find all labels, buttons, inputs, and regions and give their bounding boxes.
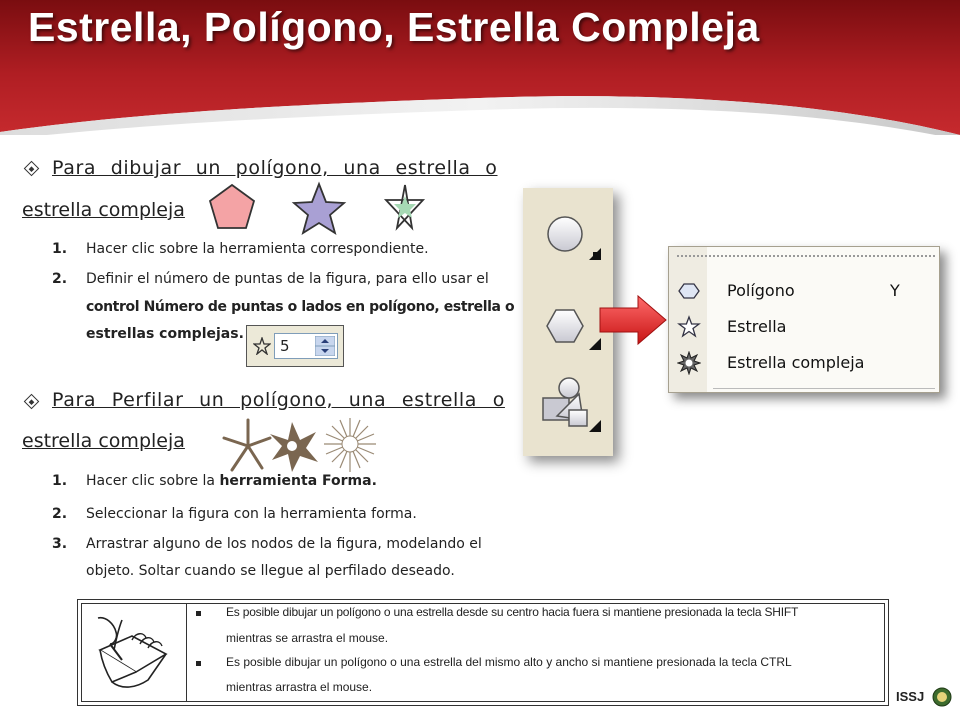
- star-outline-icon: [253, 337, 271, 355]
- step-number: 1.: [52, 473, 68, 489]
- step-number: 2.: [52, 506, 68, 522]
- note-text: mientras arrastra el mouse.: [226, 680, 373, 694]
- section1-heading: Para dibujar un polígono, una estrella o: [52, 157, 498, 179]
- diamond-bullet-icon: [24, 161, 40, 177]
- polygon-tool-icon: [547, 310, 601, 350]
- step-number: 2.: [52, 271, 68, 287]
- polygon-flyout-menu: [668, 246, 940, 393]
- shape-examples: [208, 180, 438, 240]
- step-text: Arrastrar alguno de los nodos de la figura, modelando el: [86, 536, 482, 552]
- red-arrow-icon: [598, 294, 668, 346]
- diamond-bullet-icon: [24, 394, 40, 410]
- page-title: Estrella, Polígono, Estrella Compleja: [28, 4, 760, 50]
- menu-item-label: Estrella compleja: [727, 353, 865, 372]
- step-text: objeto. Soltar cuando se llegue al perfilado deseado.: [86, 563, 455, 579]
- step-text-bold: control Número de puntas o lados en polígono, estrella o: [86, 299, 515, 315]
- note-text: Es posible dibujar un polígono o una estrella del mismo alto y ancho si mantiene presionada la tecla CTRL: [226, 655, 792, 669]
- note-bullet-icon: [196, 611, 201, 616]
- menu-bottom-separator: [713, 388, 935, 389]
- star-icon: [677, 315, 701, 339]
- note-hand-icon: [92, 610, 174, 694]
- header-banner: [0, 0, 960, 135]
- issj-logo-icon: [932, 687, 952, 707]
- step-text-bold: estrellas complejas.: [86, 326, 244, 342]
- points-value: 5: [280, 337, 290, 355]
- menu-item-label: Estrella: [727, 317, 787, 336]
- hexagon-icon: [677, 279, 701, 303]
- step-text: Hacer clic sobre la herramienta correspondiente.: [86, 241, 429, 257]
- menu-item-estrella[interactable]: [669, 311, 939, 345]
- step-text: Definir el número de puntas de la figura, para ello usar el: [86, 271, 489, 287]
- step-number: 1.: [52, 241, 68, 257]
- points-spinner-control[interactable]: [246, 325, 344, 367]
- spinner-buttons[interactable]: [315, 336, 335, 356]
- tip-note-box: [77, 599, 889, 706]
- step-number: 3.: [52, 536, 68, 552]
- step-text: [86, 473, 377, 489]
- note-bullet-icon: [196, 661, 201, 666]
- menu-item-estrella-compleja[interactable]: [669, 347, 939, 381]
- ellipse-tool-icon: [548, 217, 601, 260]
- profiled-shape-examples: [220, 416, 385, 476]
- star-icon: [294, 184, 344, 233]
- menu-drag-handle[interactable]: [677, 255, 935, 257]
- menu-item-poligono[interactable]: [669, 275, 939, 309]
- menu-item-label: Polígono: [727, 281, 795, 300]
- complex-star-icon: [677, 351, 701, 375]
- menu-item-shortcut: Y: [890, 281, 900, 300]
- basic-shapes-tool-icon: [543, 378, 601, 432]
- note-text: Es posible dibujar un polígono o una estrella desde su centro hacia fuera si mantiene presionada la tecla SHIFT: [226, 605, 799, 619]
- step-text: Seleccionar la figura con la herramienta forma.: [86, 506, 417, 522]
- pentagon-icon: [210, 185, 254, 228]
- spiky-star-icon: [224, 420, 270, 470]
- section2-heading: Para Perfilar un polígono, una estrella o: [52, 389, 505, 411]
- step-text-bold: herramienta Forma.: [219, 473, 377, 489]
- footer-brand: ISSJ: [896, 689, 925, 704]
- section2-heading-cont: estrella compleja: [22, 430, 185, 452]
- points-input[interactable]: [274, 333, 338, 359]
- note-divider: [186, 603, 187, 702]
- section1-heading-cont: estrella compleja: [22, 199, 185, 221]
- step-text-plain: Hacer clic sobre la: [86, 473, 215, 489]
- note-text: mientras se arrastra el mouse.: [226, 631, 389, 645]
